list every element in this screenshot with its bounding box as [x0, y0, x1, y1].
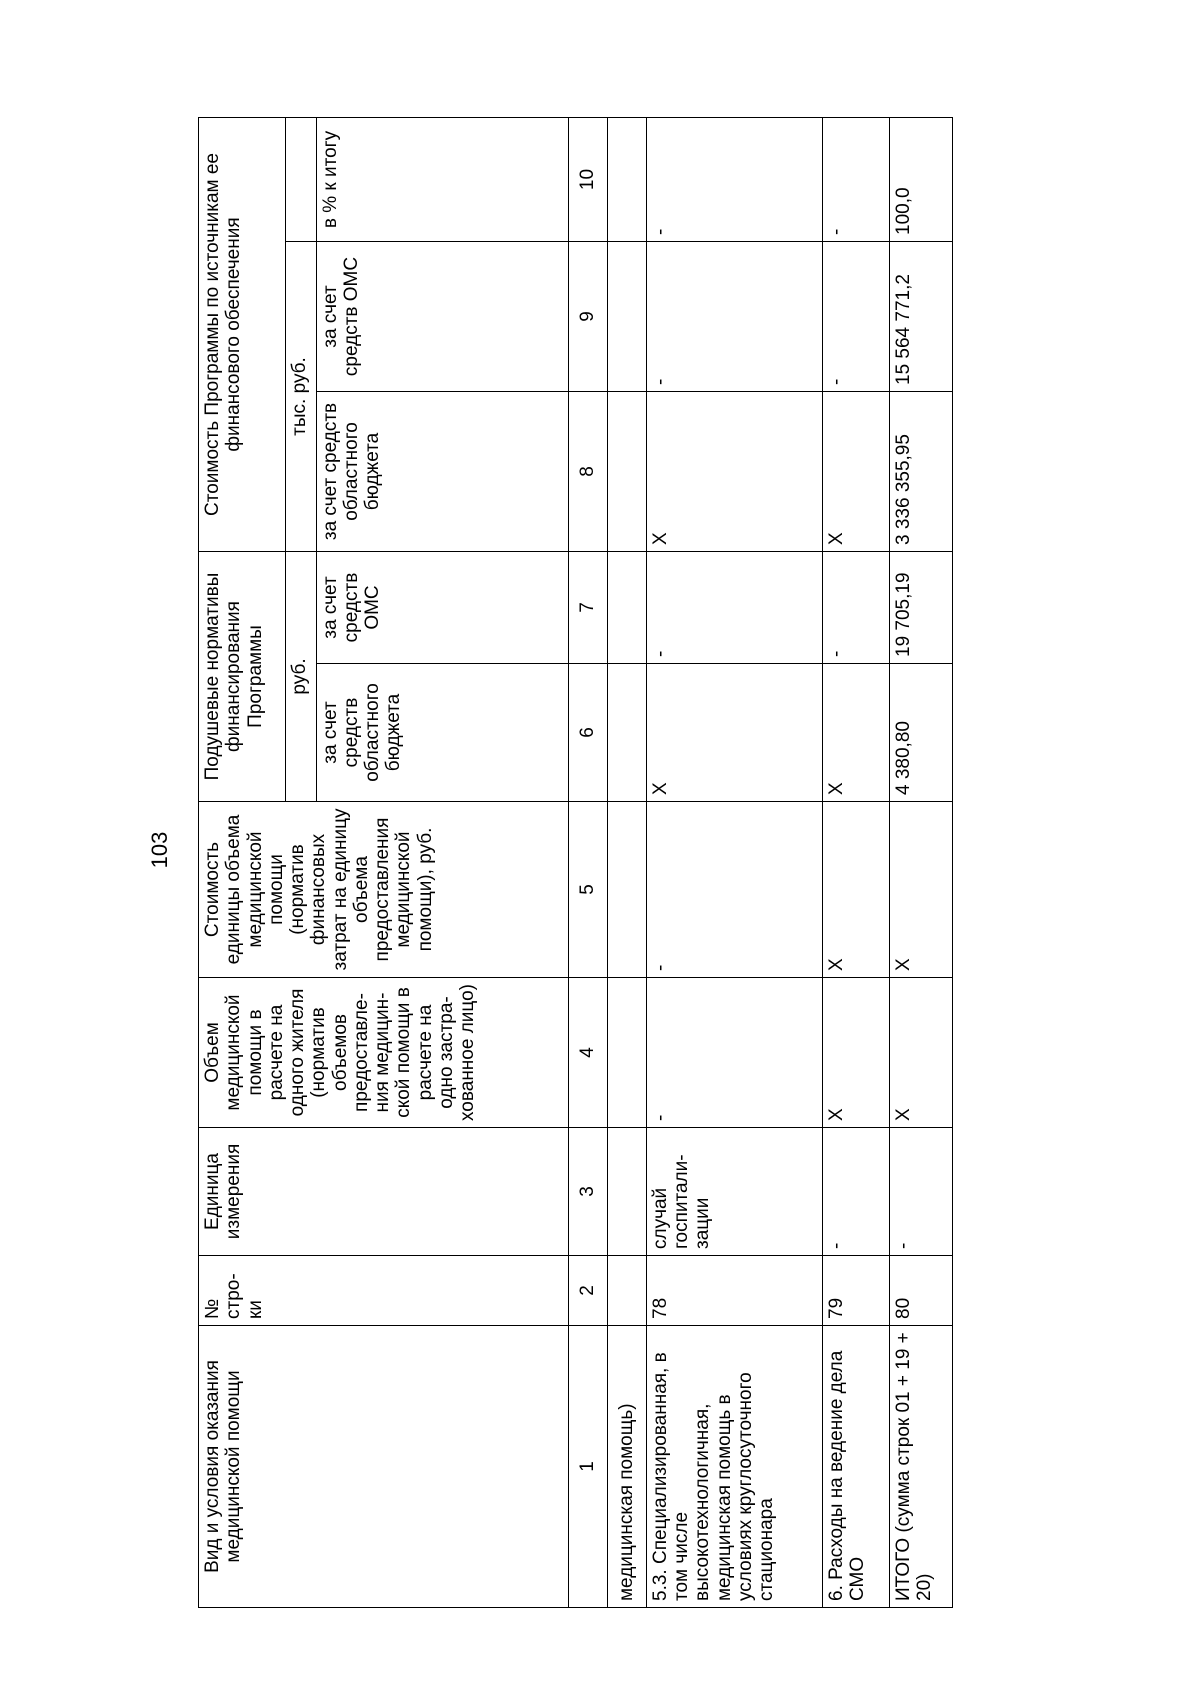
header-per-capita-norms: Подушевые нормативы финансирования Программы — [199, 552, 286, 802]
empty-cell — [607, 1256, 646, 1326]
row-norm-budget: X — [822, 664, 889, 802]
row-cost-oms: - — [646, 242, 822, 392]
column-number: 1 — [568, 1326, 607, 1608]
row-cost-budget: 3 336 355,95 — [889, 392, 952, 552]
row-unit-cost: - — [646, 802, 822, 978]
section-title: медицинская помощь) — [607, 1326, 646, 1608]
column-number: 10 — [568, 117, 607, 241]
row-norm-oms: - — [646, 552, 822, 664]
row-volume: X — [822, 978, 889, 1128]
row-cost-budget: X — [822, 392, 889, 552]
empty-cell — [607, 242, 646, 392]
row-cost-oms: - — [822, 242, 889, 392]
column-number: 3 — [568, 1128, 607, 1256]
section-row — [607, 117, 646, 1607]
header-cost-unit: тыс. руб. — [285, 242, 316, 552]
empty-cell — [607, 117, 646, 241]
column-number: 7 — [568, 552, 607, 664]
column-number-row — [568, 117, 607, 1607]
row-line: 80 — [889, 1256, 952, 1326]
column-number: 8 — [568, 392, 607, 552]
empty-cell — [607, 664, 646, 802]
row-percent: - — [822, 117, 889, 241]
row-line: 79 — [822, 1256, 889, 1326]
row-percent: 100,0 — [889, 117, 952, 241]
row-cost-oms: 15 564 771,2 — [889, 242, 952, 392]
column-number: 2 — [568, 1256, 607, 1326]
row-norm-oms: - — [822, 552, 889, 664]
header-line-number: № стро- ки — [199, 1256, 569, 1326]
row-volume: X — [889, 978, 952, 1128]
header-unit-cost: Стоимость единицы объема медицинской помощи (норматив финансовых затрат на единицу объема предоставления медицинской помощи), руб. — [199, 802, 569, 978]
header-volume: Объем медицинской помощи в расчете на одного жителя (норматив объемов предоставле-ния медицин-ской помощи в расчете на одно застра-хованное лицо) — [199, 978, 569, 1128]
row-unit: - — [889, 1128, 952, 1256]
table-row — [646, 117, 822, 1607]
empty-cell — [607, 978, 646, 1128]
row-norm-budget: 4 380,80 — [889, 664, 952, 802]
row-norm-budget: X — [646, 664, 822, 802]
header-program-cost: Стоимость Программы по источникам ее финансового обеспечения — [199, 117, 286, 551]
header-percent: в % к итогу — [316, 117, 568, 241]
header-norm-budget: за счет средств областного бюджета — [316, 664, 568, 802]
column-number: 5 — [568, 802, 607, 978]
column-number: 4 — [568, 978, 607, 1128]
empty-cell — [607, 392, 646, 552]
header-norms-unit: руб. — [285, 552, 316, 802]
header-service-type: Вид и условия оказания медицинской помощи — [199, 1326, 569, 1608]
rotated-page — [198, 118, 953, 1608]
header-norm-oms: за счет средств ОМС — [316, 552, 568, 664]
row-cost-budget: X — [646, 392, 822, 552]
empty-cell — [607, 802, 646, 978]
page-number: 103 — [147, 831, 172, 869]
row-percent: - — [646, 117, 822, 241]
header-cost-budget: за счет средств областного бюджета — [316, 392, 568, 552]
empty-cell — [607, 1128, 646, 1256]
empty-cell — [607, 552, 646, 664]
row-name: 5.3. Специализированная, в том числе высокотехнологичная, медицинская помощь в условиях круглосуточного стационара — [646, 1326, 822, 1608]
column-number: 6 — [568, 664, 607, 802]
row-volume: - — [646, 978, 822, 1128]
table-row — [822, 117, 889, 1607]
header-empty-cell — [285, 117, 316, 241]
row-unit: - — [822, 1128, 889, 1256]
table-row-total — [889, 117, 952, 1607]
header-unit: Единица измерения — [199, 1128, 569, 1256]
column-number: 9 — [568, 242, 607, 392]
row-name: ИТОГО (сумма строк 01 + 19 + 20) — [889, 1326, 952, 1608]
row-name: 6. Расходы на ведение дела СМО — [822, 1326, 889, 1608]
financing-table — [198, 117, 953, 1608]
row-unit-cost: X — [822, 802, 889, 978]
row-norm-oms: 19 705,19 — [889, 552, 952, 664]
row-unit: случай госпитали-зации — [646, 1128, 822, 1256]
row-line: 78 — [646, 1256, 822, 1326]
header-cost-oms: за счет средств ОМС — [316, 242, 568, 392]
row-unit-cost: X — [889, 802, 952, 978]
